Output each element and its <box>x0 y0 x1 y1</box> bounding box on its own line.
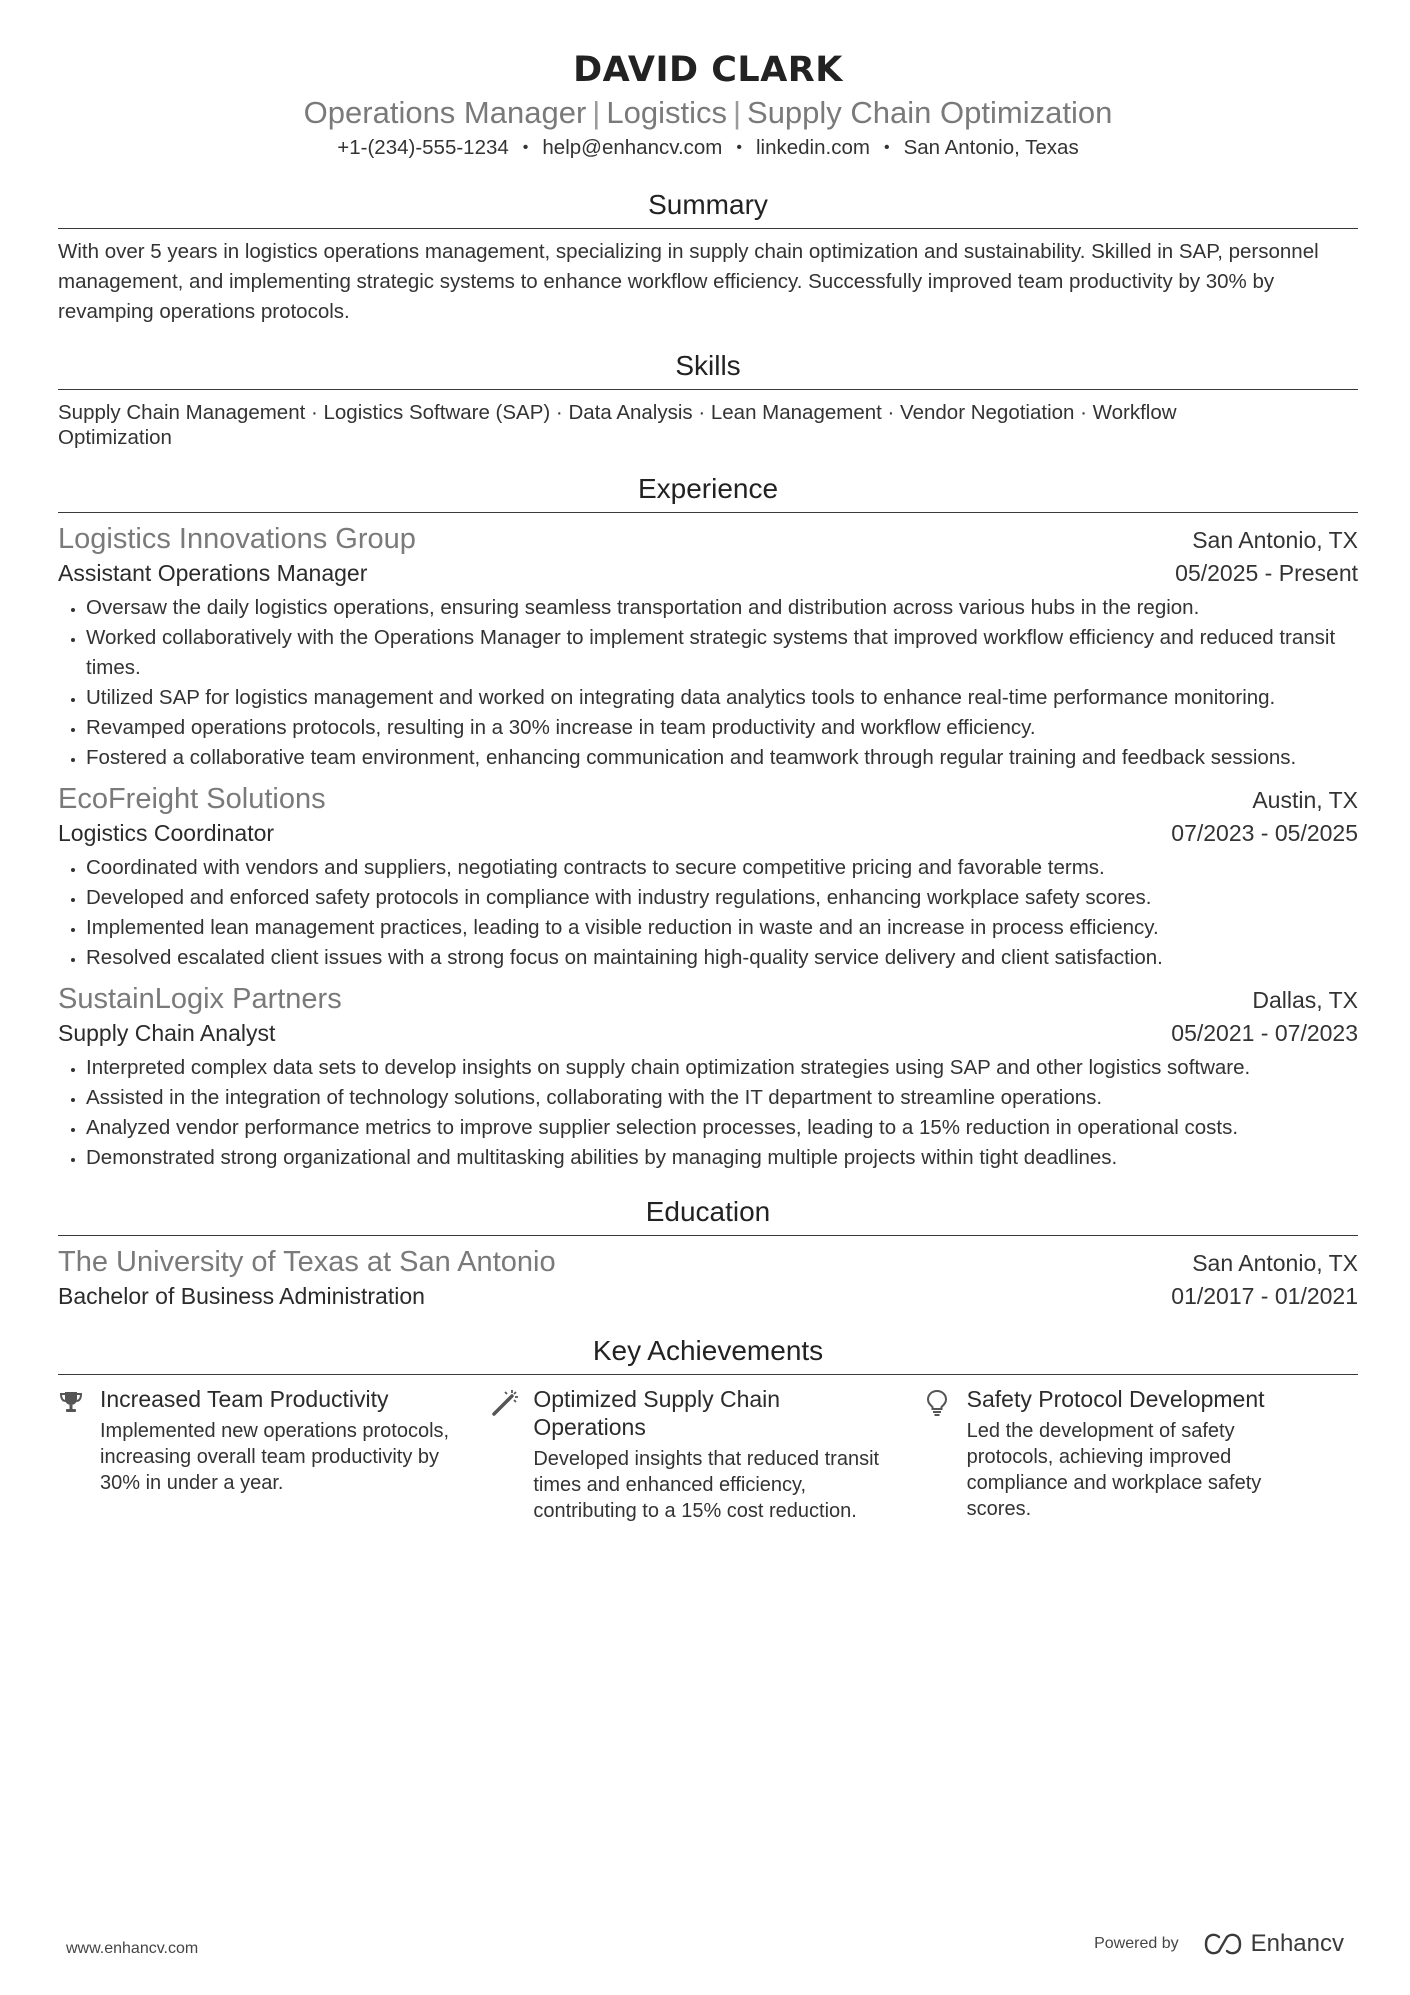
job-bullets <box>58 1053 1358 1173</box>
job-bullets <box>58 853 1358 973</box>
job-bullet: • Demonstrated strong organizational and multitasking abilities by managing multiple projects within tight deadlines. <box>86 1143 1358 1173</box>
achievement-title: Optimized Supply Chain Operations <box>533 1386 781 1440</box>
headline-separator: | <box>592 95 601 130</box>
job-dates: 07/2023 - 05/2025 <box>1171 820 1358 846</box>
experience-entry <box>58 521 1358 773</box>
linkedin-link[interactable]: linkedin.com <box>756 136 870 159</box>
candidate-name: DAVID CLARK <box>573 50 843 90</box>
school-name: The University of Texas at San Antonio <box>58 1246 556 1278</box>
job-location: Dallas, TX <box>1252 987 1358 1013</box>
headline-item: Operations Manager <box>303 95 587 130</box>
headline-item: Supply Chain Optimization <box>747 95 1113 130</box>
job-title: Logistics Coordinator <box>58 820 275 846</box>
achievement-description: Led the development of safety protocols, achieving improved compliance and workplace safety scores. <box>966 1420 1262 1520</box>
achievement-item <box>925 1385 1358 1524</box>
degree-name: Bachelor of Business Administration <box>58 1283 425 1309</box>
job-bullet: • Developed and enforced safety protocols in compliance with industry regulations, enhancing workplace safety scores. <box>86 883 1358 913</box>
lightbulb-icon <box>925 1385 967 1524</box>
enhancv-logo-icon <box>1203 1933 1243 1955</box>
experience-entry <box>58 981 1358 1173</box>
section-title-education: Education <box>58 1195 1358 1236</box>
job-bullet: • Revamped operations protocols, resulting in a 30% increase in team productivity and workflow efficiency. <box>86 713 1358 743</box>
experience-entry <box>58 781 1358 973</box>
job-bullets <box>58 593 1358 773</box>
section-title-experience: Experience <box>58 472 1358 513</box>
achievement-item <box>58 1385 491 1524</box>
phone-text: +1-(234)-555-1234 <box>337 136 509 159</box>
section-title-skills: Skills <box>58 349 1358 390</box>
headline <box>58 94 1358 132</box>
company-name: Logistics Innovations Group <box>58 523 416 555</box>
job-bullet: • Resolved escalated client issues with a strong focus on maintaining high-quality service delivery and client satisfaction. <box>86 943 1358 973</box>
job-location: San Antonio, TX <box>1192 527 1358 553</box>
job-bullet: • Coordinated with vendors and suppliers, negotiating contracts to secure competitive pricing and favorable terms. <box>86 853 1358 883</box>
headline-item: Logistics <box>606 95 727 130</box>
achievements-grid <box>58 1385 1358 1524</box>
job-bullet: • Utilized SAP for logistics management and worked on integrating data analytics tools to enhance real-time performance monitoring. <box>86 683 1358 713</box>
magic-wand-icon <box>491 1385 533 1524</box>
company-name: SustainLogix Partners <box>58 983 342 1015</box>
contact-line <box>58 134 1358 164</box>
trophy-icon <box>58 1385 100 1524</box>
resume-page <box>58 48 1358 1524</box>
job-title: Assistant Operations Manager <box>58 560 368 586</box>
location-text: San Antonio, Texas <box>903 136 1079 159</box>
powered-by-label: Powered by <box>1094 1935 1179 1952</box>
skills-list: Supply Chain Management · Logistics Software (SAP) · Data Analysis · Lean Management · Vendor Negotiation · Workflow Optimization <box>58 401 1177 449</box>
achievement-description: Implemented new operations protocols, increasing overall team productivity by 30% in under a year. <box>100 1420 450 1494</box>
achievement-description: Developed insights that reduced transit times and enhanced efficiency, contributing to a 15% cost reduction. <box>533 1448 880 1522</box>
summary-text: With over 5 years in logistics operations management, specializing in supply chain optimization and sustainability. Skilled in SAP, personnel management, and implementing strategic systems to enhance workflow efficiency. Successfully improved team productivity by 30% by revamping operations protocols. <box>58 240 1319 323</box>
job-dates: 05/2021 - 07/2023 <box>1171 1020 1358 1046</box>
job-bullet: • Fostered a collaborative team environment, enhancing communication and teamwork through regular training and feedback sessions. <box>86 743 1358 773</box>
email-link[interactable]: help@enhancv.com <box>542 136 723 159</box>
job-bullet: • Assisted in the integration of technology solutions, collaborating with the IT department to streamline operations. <box>86 1083 1358 1113</box>
footer-website-link[interactable]: www.enhancv.com <box>66 1940 199 1957</box>
separator-dot: • <box>736 139 742 156</box>
achievement-item <box>491 1385 924 1524</box>
education-dates: 01/2017 - 01/2021 <box>1171 1283 1358 1309</box>
job-bullet: • Interpreted complex data sets to develop insights on supply chain optimization strategies using SAP and other logistics software. <box>86 1053 1358 1083</box>
section-title-summary: Summary <box>58 188 1358 229</box>
brand-name: Enhancv <box>1250 1930 1344 1957</box>
job-bullet: • Worked collaboratively with the Operations Manager to implement strategic systems that improved workflow efficiency and reduced transit times. <box>86 623 1358 683</box>
separator-dot: • <box>522 139 529 156</box>
job-location: Austin, TX <box>1252 787 1358 813</box>
headline-separator: | <box>732 95 742 130</box>
education-entry <box>58 1244 1358 1312</box>
job-dates: 05/2025 - Present <box>1175 560 1358 586</box>
job-title: Supply Chain Analyst <box>58 1020 276 1046</box>
achievement-title: Increased Team Productivity <box>100 1386 389 1412</box>
job-bullet: • Implemented lean management practices, leading to a visible reduction in waste and an increase in process efficiency. <box>86 913 1358 943</box>
job-bullet: • Oversaw the daily logistics operations, ensuring seamless transportation and distribution across various hubs in the region. <box>86 593 1358 623</box>
footer-branding <box>1094 1930 1344 1958</box>
school-location: San Antonio, TX <box>1192 1250 1358 1276</box>
enhancv-logo[interactable] <box>1203 1930 1344 1958</box>
resume-header <box>58 48 1358 164</box>
separator-dot: • <box>883 139 890 156</box>
achievement-title: Safety Protocol Development <box>966 1386 1265 1412</box>
job-bullet: • Analyzed vendor performance metrics to improve supplier selection processes, leading to a 15% reduction in operational costs. <box>86 1113 1358 1143</box>
section-title-achievements: Key Achievements <box>58 1334 1358 1375</box>
company-name: EcoFreight Solutions <box>58 783 326 815</box>
